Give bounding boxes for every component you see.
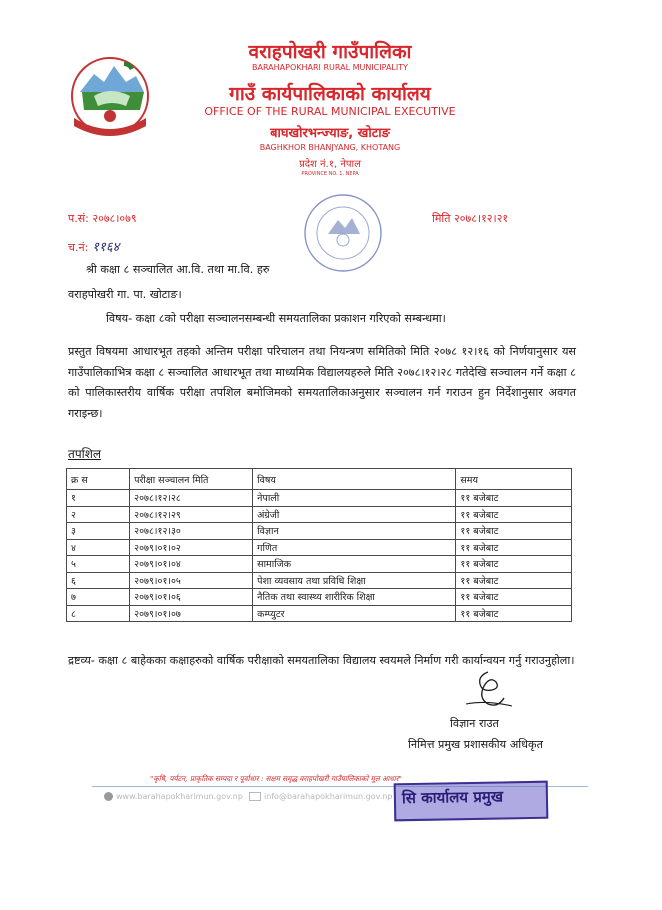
table-row [67, 589, 572, 606]
footer-motto: "कृषि, पर्यटन, प्राकृतिक सम्पदा र पूर्वाधार : सक्षम समृद्ध वराहपोखरी गाउँपालिकाको मूल आधार" [150, 774, 402, 783]
dispatch-number [68, 237, 119, 255]
cell-subject: नैतिक तथा स्वास्थ्य शारीरिक शिक्षा [253, 589, 456, 606]
cell-time: ११ बजेबाट [456, 572, 572, 589]
table-row [67, 556, 572, 573]
cell-subject: विज्ञान [253, 523, 456, 540]
stamp-text: सि कार्यालय प्रमुख [401, 787, 504, 808]
table-row [67, 523, 572, 540]
reference-number: प.सं: २०७८।०७९ [68, 212, 137, 225]
nepal-emblem-icon [64, 52, 164, 140]
globe-icon [104, 792, 113, 801]
dispatch-label: च.नं: [68, 241, 89, 254]
cell-subject: सामाजिक [253, 556, 456, 573]
cell-serial: ५ [67, 556, 130, 573]
province: प्रदेश नं.१, नेपाल [299, 159, 361, 170]
cell-subject: नेपाली [253, 490, 456, 507]
col-header-date: परीक्षा सञ्चालन मिति [130, 469, 253, 490]
signatory-name: विज्ञान राउत [450, 717, 499, 730]
cell-time: ११ बजेबाट [456, 523, 572, 540]
office-address: बाघखोरभन्ज्याङ, खोटाङ [270, 126, 390, 141]
cell-subject: कम्प्युटर [253, 605, 456, 622]
exam-schedule-table [66, 468, 572, 622]
cell-subject: गणित [253, 539, 456, 556]
subject-line: विषय- कक्षा ८को परीक्षा सञ्चालनसम्बन्धी समयतालिका प्रकाशन गरिएको सम्बन्धमा। [106, 312, 446, 325]
schedule-heading: तपशिल [68, 447, 102, 461]
cell-date: २०७९।०१।०७ [130, 605, 253, 622]
signatory-title: निमित्त प्रमुख प्रशासकीय अधिकृत [408, 738, 544, 751]
letter-date: मिति २०७८।१२।२१ [432, 212, 509, 225]
cell-serial: ८ [67, 605, 130, 622]
cell-time: ११ बजेबाट [456, 539, 572, 556]
cell-date: २०७८।१२।३० [130, 523, 253, 540]
table-row [67, 539, 572, 556]
footer-contact [104, 792, 392, 801]
col-header-serial: क्र स [67, 469, 130, 490]
cell-time: ११ बजेबाट [456, 605, 572, 622]
office-name: गाउँ कार्यपालिकाको कार्यालय [229, 83, 431, 105]
table-header-row [67, 469, 572, 490]
municipality-name: वराहपोखरी गाउँपालिका [248, 41, 412, 63]
table-row [67, 490, 572, 507]
province-en: PROVINCE NO. 1, NEPA [301, 171, 359, 177]
cell-date: २०७८।१२।२९ [130, 506, 253, 523]
addressee-line-2: वराहपोखरी गा. पा. खोटाङ। [68, 288, 182, 301]
cell-date: २०७९।०१।०२ [130, 539, 253, 556]
letter-body: प्रस्तुत विषयमा आधारभूत तहको अन्तिम परीक्षा परिचालन तथा नियन्त्रण समितिको मिति २०७८ १२।१६ को निर्णयानुसार यस गाउँपालिकाभित्र कक्षा ८ सञ्चालित आधारभूत तथा माध्यमिक विद्यालयहरुले मिति २०७८।१२।२८ गतेदेखि सञ्चालन गर्ने कक्षा ८ को पालिकास्तरीय वार्षिक परीक्षा तपशिल बमोजिमको समयतालिकाअनुसार सञ्चालन गर्न गराउन हुन निर्देशानुसार अवगत गराइन्छ। [68, 345, 576, 420]
cell-date: २०७९।०१।०६ [130, 589, 253, 606]
mail-icon [249, 792, 261, 801]
handwritten-signature-icon [458, 668, 518, 712]
cell-subject: पेशा व्यवसाय तथा प्रविधि शिक्षा [253, 572, 456, 589]
cell-time: ११ बजेबाट [456, 506, 572, 523]
note-paragraph: द्रष्टव्य- कक्षा ८ बाहेकका कक्षाहरुको वार्षिक परीक्षाको समयतालिका विद्यालय स्वयमले निर्माण गरी कार्यान्वयन गर्नु गराउनुहोला। [68, 654, 575, 667]
office-name-en: OFFICE OF THE RURAL MUNICIPAL EXECUTIVE [204, 105, 456, 118]
footer-website[interactable]: www.barahapokharimun.gov.np [116, 792, 243, 801]
table-row [67, 506, 572, 523]
cell-serial: ७ [67, 589, 130, 606]
cell-serial: ४ [67, 539, 130, 556]
cell-time: ११ बजेबाट [456, 490, 572, 507]
cell-serial: २ [67, 506, 130, 523]
cell-date: २०७९।०१।०४ [130, 556, 253, 573]
col-header-subject: विषय [253, 469, 456, 490]
office-address-en: BAGHKHOR BHANJYANG, KHOTANG [259, 143, 401, 152]
municipality-name-en: BARAHAPOKHARI RURAL MUNICIPALITY [251, 63, 408, 72]
cell-serial: ३ [67, 523, 130, 540]
cell-time: ११ बजेबाट [456, 589, 572, 606]
cell-serial: ६ [67, 572, 130, 589]
round-stamp-icon [300, 190, 386, 276]
cell-serial: १ [67, 490, 130, 507]
cell-date: २०७८।१२।२८ [130, 490, 253, 507]
cell-subject: अंग्रेजी [253, 506, 456, 523]
table-row [67, 572, 572, 589]
office-head-stamp [394, 781, 549, 822]
cell-time: ११ बजेबाट [456, 556, 572, 573]
footer-email[interactable]: info@barahapokharimun.gov.np [263, 792, 393, 801]
addressee-line-1: श्री कक्षा ८ सञ्चालित आ.वि. तथा मा.वि. हरु [86, 263, 270, 276]
table-row [67, 605, 572, 622]
cell-date: २०७९।०१।०५ [130, 572, 253, 589]
col-header-time: समय [456, 469, 572, 490]
dispatch-value: ११६४ [92, 240, 120, 255]
